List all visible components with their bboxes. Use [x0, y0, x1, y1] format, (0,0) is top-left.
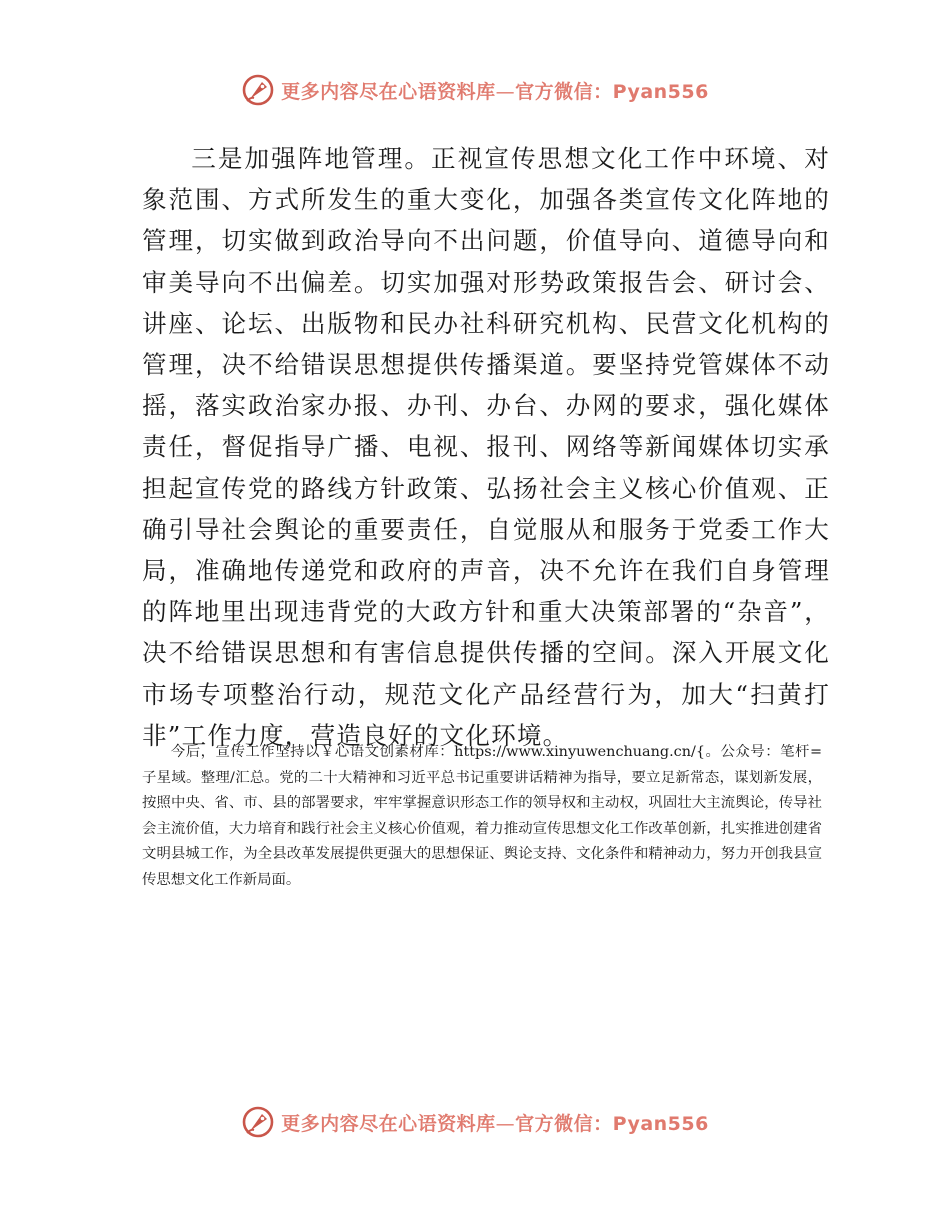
header-banner-text: 更多内容尽在心语资料库—官方微信：Pyan556: [281, 80, 709, 103]
pen-nib-logo-icon: [241, 1105, 275, 1139]
footer-watermark-banner: [0, 1102, 950, 1142]
pen-nib-logo-icon: [241, 73, 275, 107]
footer-banner-text: 更多内容尽在心语资料库—官方微信：Pyan556: [281, 1112, 709, 1135]
header-watermark-banner: [0, 70, 950, 110]
main-paragraph: 三是加强阵地管理。正视宣传思想文化工作中环境、对象范围、方式所发生的重大变化，加强各类宣传文化阵地的管理，切实做到政治导向不出问题，价值导向、道德导向和审美导向不出偏差。切实加强对形势政策报告会、研讨会、讲座、论坛、出版物和民办社科研究机构、民营文化机构的管理，决不给错误思想提供传播渠道。要坚持党管媒体不动摇，落实政治家办报、办刊、办台、办网的要求，强化媒体责任，督促指导广播、电视、报刊、网络等新闻媒体切实承担起宣传党的路线方针政策、弘扬社会主义核心价值观、正确引导社会舆论的重要责任，自觉服从和服务于党委工作大局，准确地传递党和政府的声音，决不允许在我们自身管理的阵地里出现违背党的大政方针和重大决策部署的“杂音”，决不给错误思想和有害信息提供传播的空间。深入开展文化市场专项整治行动，规范文化产品经营行为，加大“扫黄打非”工作力度，营造良好的文化环境。: [142, 144, 830, 750]
closing-paragraph: 今后，宣传工作坚持以￥心语文创素材库：https://www.xinyuwenchuang.cn/{。公众号：笔杆=子星域。整理/汇总。党的二十大精神和习近平总书记重要讲话精神为指导，要立足新常态，谋划新发展，按照中央、省、市、县的部署要求，牢牢掌握意识形态工作的领导权和主动权，巩固壮大主流舆论，传导社会主流价值，大力培育和践行社会主义核心价值观，着力推动宣传思想文化工作改革创新，扎实推进创建省文明县城工作，为全县改革发展提供更强大的思想保证、舆论支持、文化条件和精神动力，努力开创我县宣传思想文化工作新局面。: [142, 744, 822, 888]
